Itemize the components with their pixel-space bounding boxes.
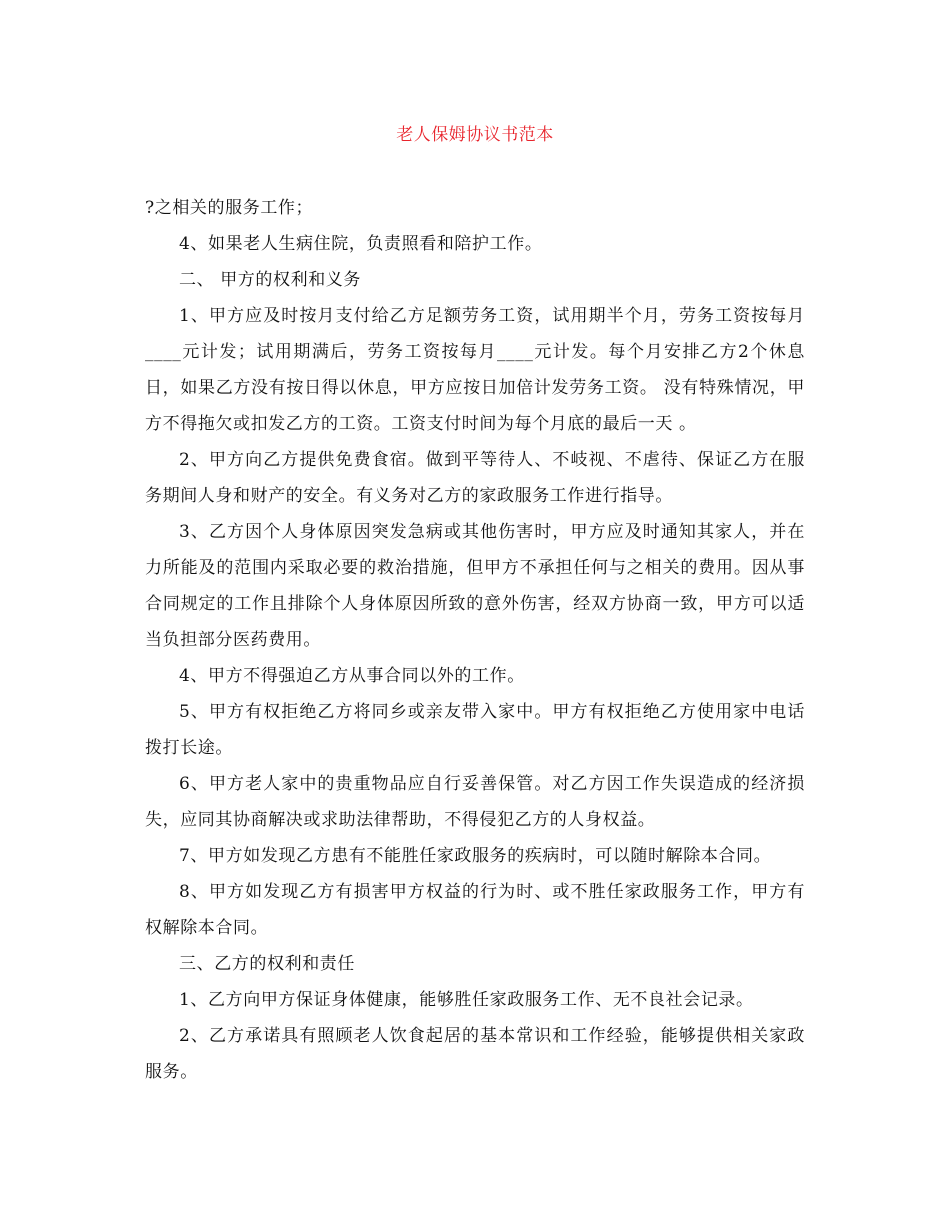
paragraph-a-5-visitors-phone: 5、甲方有权拒绝乙方将同乡或亲友带入家中。甲方有权拒绝乙方使用家中电话拨打长途。: [145, 702, 805, 758]
section-heading-party-b-rights: 三、乙方的权利和责任: [179, 954, 355, 974]
paragraph-a-1-wages: 1、甲方应及时按月支付给乙方足额劳务工资，试用期半个月，劳务工资按每月____元计发；试用期满后，劳务工资按每月____元计发。每个月安排乙方2个休息日，如果乙方没有按日得以休息，甲方应按日加倍计发劳务工资。 没有特殊情况，甲方不得拖欠或扣发乙方的工资。工资支付时间为每个月底的最后一天 。: [145, 306, 805, 434]
paragraph-item-4-hospital-care: 4、如果老人生病住院，负责照看和陪护工作。: [179, 234, 543, 254]
paragraph-a-6-valuables: 6、甲方老人家中的贵重物品应自行妥善保管。对乙方因工作失误造成的经济损失，应同其协商解决或求助法律帮助，不得侵犯乙方的人身权益。: [145, 774, 805, 830]
paragraph-a-8-termination: 8、甲方如发现乙方有损害甲方权益的行为时、或不胜任家政服务工作，甲方有权解除本合同。: [145, 882, 805, 938]
paragraph-continuation: ?之相关的服务工作；: [145, 198, 314, 218]
paragraph-a-2-board: 2、甲方向乙方提供免费食宿。做到平等待人、不岐视、不虐待、保证乙方在服务期间人身和财产的安全。有义务对乙方的家政服务工作进行指导。: [145, 450, 805, 506]
paragraph-a-4-no-forced-work: 4、甲方不得强迫乙方从事合同以外的工作。: [179, 666, 525, 686]
section-heading-party-a-rights: 二、 甲方的权利和义务: [179, 270, 362, 290]
paragraph-a-7-illness-termination: 7、甲方如发现乙方患有不能胜任家政服务的疾病时，可以随时解除本合同。: [179, 846, 772, 866]
document-title: 老人保姆协议书范本: [396, 125, 554, 145]
paragraph-b-2-experience: 2、乙方承诺具有照顾老人饮食起居的基本常识和工作经验，能够提供相关家政服务。: [145, 1026, 805, 1082]
document-body: [145, 190, 805, 1090]
paragraph-a-3-illness: 3、乙方因个人身体原因突发急病或其他伤害时，甲方应及时通知其家人，并在力所能及的范围内采取必要的救治措施，但甲方不承担任何与之相关的费用。因从事合同规定的工作且排除个人身体原因所致的意外伤害，经双方协商一致，甲方可以适当负担部分医药费用。: [145, 522, 805, 650]
paragraph-b-1-health: 1、乙方向甲方保证身体健康，能够胜任家政服务工作、无不良社会记录。: [179, 990, 754, 1010]
